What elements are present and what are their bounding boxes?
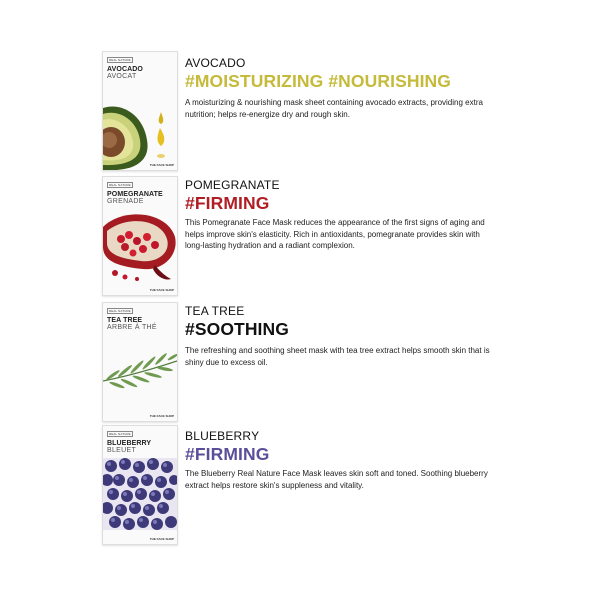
blueberry-mask-pack [102, 425, 178, 545]
pack-title: BLUEBERRY [107, 440, 152, 447]
pack-title-fr: ARBRE À THÉ [107, 324, 157, 331]
pack-tag: REAL NATURE [109, 309, 131, 313]
product-name: POMEGRANATE [185, 178, 280, 192]
pack-title-fr: BLEUET [107, 447, 137, 454]
product-headline: #FIRMING [185, 193, 270, 213]
tea-tree-mask-pack [102, 302, 178, 422]
avocado-icon [103, 100, 177, 170]
product-name: BLUEBERRY [185, 429, 260, 443]
pack-tag: REAL NATURE [109, 183, 131, 187]
pack-title-fr: GRENADE [107, 198, 144, 205]
product-description: The Blueberry Real Nature Face Mask leaves skin soft and toned. Soothing blueberry extract helps restore skin's suppleness and vitality. [185, 469, 488, 490]
product-description: The refreshing and soothing sheet mask with tea tree extract helps smooth skin that is shiny due to excess oil. [185, 346, 490, 367]
blueberry-icon [103, 458, 177, 530]
product-headline: #MOISTURIZING #NOURISHING [185, 71, 451, 91]
avocado-mask-pack [102, 51, 178, 171]
pomegranate-mask-pack [102, 176, 178, 296]
product-description: A moisturizing & nourishing mask sheet containing avocado extracts, providing extra nutrition; helps re-energize dry and rough skin. [185, 98, 483, 119]
pack-brand: THE FACE SHOP [149, 414, 174, 418]
pack-title: POMEGRANATE [107, 191, 163, 198]
pack-tag: REAL NATURE [109, 432, 131, 436]
pomegranate-icon [103, 207, 177, 287]
pack-title: TEA TREE [107, 317, 143, 324]
pack-brand: THE FACE SHOP [149, 288, 174, 292]
product-name: AVOCADO [185, 56, 246, 70]
pack-tag: REAL NATURE [109, 58, 131, 62]
product-description: This Pomegranate Face Mask reduces the appearance of the first signs of aging and helps improve skin's elasticity. Rich in antioxidants, pomegranate provides skin with long-lasting hydration and a radiant complexion. [185, 218, 485, 250]
product-headline: #FIRMING [185, 444, 270, 464]
pack-brand: THE FACE SHOP [149, 537, 174, 541]
tea-tree-leaf-icon [103, 331, 177, 411]
pack-brand: THE FACE SHOP [149, 163, 174, 167]
pack-title-fr: AVOCAT [107, 73, 137, 80]
product-name: TEA TREE [185, 304, 245, 318]
product-headline: #SOOTHING [185, 319, 289, 339]
pack-title: AVOCADO [107, 66, 143, 73]
